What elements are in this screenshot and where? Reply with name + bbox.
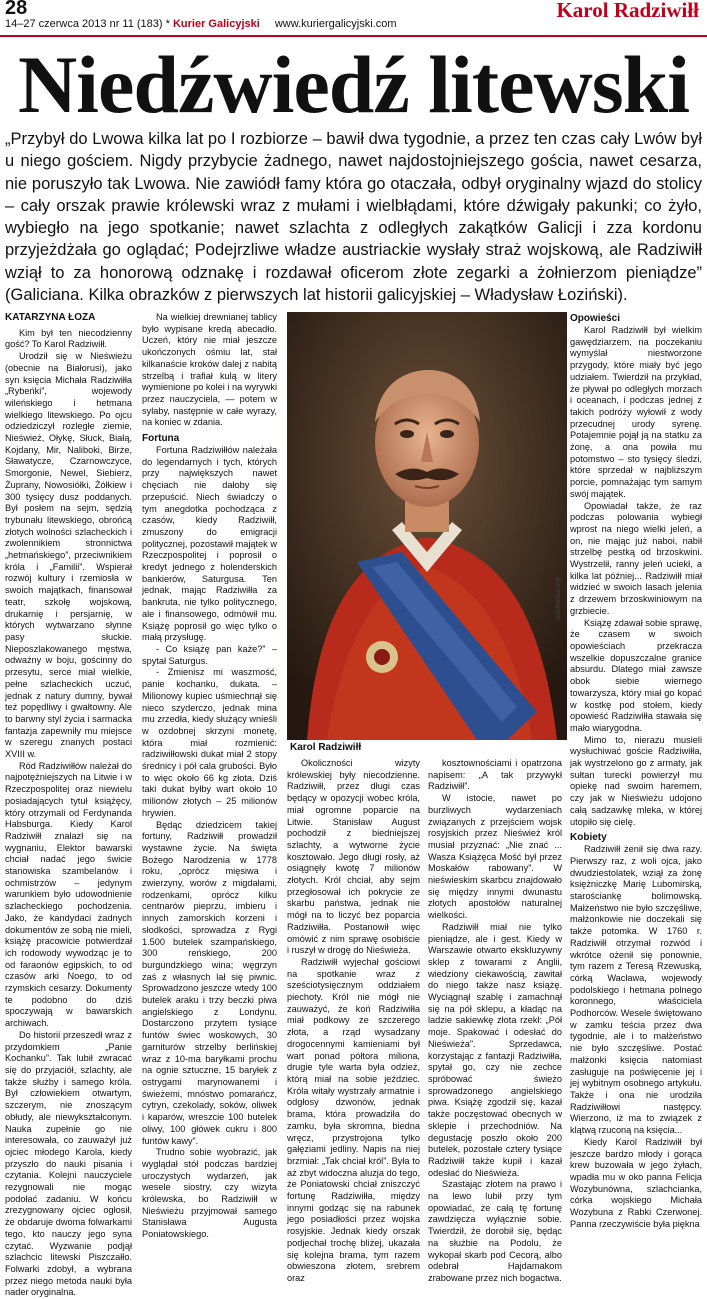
paragraph: - Zmienisz mi waszmość, panie kochanku, dukata. – Milionowy kupiec uśmiechnął się nieco szyderczo, jednak mina mu zrzedła, kiedy służący wnieśli w ozdobnej skrzyni monetę, która miał rozmienić: radziwiłłowski dukat miał 2 stopy średnicy i pół cala grubości. Było to więc około 66 kg złota. Dziś taki dukat byłby wart około 10 milionów złotych – 25 milionów hrywien.: [142, 667, 277, 818]
column-5-top: [570, 312, 702, 1229]
column-5b-body: [570, 844, 702, 1230]
issue-date: 14–27 czerwca 2013 nr 11 (183) *: [5, 18, 170, 30]
brand-name: Kurier Galicyjski: [172, 18, 260, 30]
paragraph: kosztownościami i opatrzona napisem: „A tak przywykł Radziwiłł”.: [428, 758, 562, 792]
paragraph: Opowiadał także, że raz podczas polowania wybiegł wprost na niego wielki jeleń, a on, nie mając już naboi, nabił strzelbę pestką od brzoskwini. Wystrzelił, ranny jeleń uciekł, a kilka lat później... Radziwiłł miał widzieć w swoich lasach jelenia z drzewem brzoskwiniowym na grzbiecie.: [570, 500, 702, 616]
paragraph: Karol Radziwiłł był wielkim gawędziarzem, na poczekaniu wymyślał niestworzone przygody, które miały być jego udziałem. Twierdził na przykład, że pływał po odległych morzach i oceanach, i podczas jednej z takich podróży wyłowił z wody przecudnej urody syrenę. Potajemnie pojął ją na statku za żonę, a ona powiła mu potomstwo – sto tysięcy śledzi, które sprzedał w najbliższym porcie, pomnażając tym samym swój majątek.: [570, 325, 702, 499]
paragraph: Będąc dziedzicem takiej fortuny, Radziwiłł prowadził wystawne życie. Na święta Bożego Narodzenia w 1778 roku, „oprócz mięsiwa i zwierzyny, worów z migdałami, rodzenkami, oprócz kilku centnarów pieprzu, imbieru i innych zamorskich korzeni i słodkości, sprowadza z Rygi 1.500 butelek szampańskiego, 300 reńskiego, 200 burgundzkiego wina; węgrzyn zaś z własnych lał się piwnic. Sprowadzono jeszcze wtedy 100 butelek araku i trzy beczki piwa angielskiego z Londynu. Dostarczono przytem tysiące funtów świec woskowych, 30 garniturów strzelby berlińskiej wraz z 10-ma baryłkami prochu na ognie sztuczne, 15 baryłek z ostrygami marynowanemi i świeżemi, mnóstwo pomarańcz, cytryn, czekolady, soków, oliwek i kaparów, wreszcie 100 butelek oliwy, 100 główek cukru i 800 funtów kawy”.: [142, 819, 277, 1146]
photo-credit: wikimedia.org: [555, 577, 562, 620]
paragraph: Szastając złotem na prawo i na lewo lubił przy tym opowiadać, że całą tę fortunę zawdzięcza wyłącznie sobie. Twierdził, że dorobił się, będąc na służbie na Podolu, że wykopał skarb pod Cecorą, albo odebrał Hajdamakom zrabowane przez nich bogactwa.: [428, 1179, 562, 1283]
paragraph: Do historii przeszedł wraz z przydomkiem „Panie Kochanku”. Tak lubił zwracać się do przyjaciół, szlachty, ale także służby i samego króla. Był człowiekiem otwartym, szczerym, nie znoszącym obłudy, ale niewykształconym. Nauka zupełnie go nie interesowała, co zauważył już ojciec młodego Karola, kiedy przyszło do nauki pisania i czytania. Kolejni nauczyciele rezygnowali nie mogąc podołać zadaniu. W końcu zrezygnowany ojciec ogłosił, że obdaruje dwoma folwarkami tego, kto nauczy jego syna czytać. Wyzwanie podjął szlachcic litewski Piszczałło. Folwarki zdobył, a wybrana przez niego metoda nauki była nader oryginalna.: [5, 1029, 132, 1298]
headline: Niedźwiedź litewski: [17, 39, 690, 130]
photo-caption: Karol Radziwiłł: [290, 742, 362, 753]
paragraph: Radziwiłł żenił się dwa razy. Pierwszy raz, z woli ojca, jako dwudziestolatek, wziął za żonę księżniczkę Marię Lubomirską, starościankę bolimowską. Małżeństwo nie było szczęśliwe, małżonkowie nie doczekali się także potomka. W 1760 r. Radziwiłł otrzymał rozwód i wkrótce ożenił się ponownie, tym razem z Teresą Rzewuską, córką Wacława, wojewody podolskiego i hetmana polnego koronnego, właściciela Podhorców. Wesele świętowano w zamku teścia przez dwa tygodnie, ale i to małżeństwo nie było szczęśliwe. Postać małżonki księcia natomiast zasługuje na poświęcenie jej i jej wybitnym osobnego artykułu. Także i ona nie urodziła Radziwiłłowi następcy. Wierzono, iż ma to związek z klątwą rzuconą na księcia...: [570, 844, 702, 1136]
paragraph: Kiedy Karol Radziwiłł był jeszcze bardzo młody i gorąca krew buzowała w jego żyłach, wpadła mu w oko panna Felicja Wozybunówna, szlachcianka, córka wojskiego Michała Wozybuna z Rabki Czerwonej. Panna rzeczywiście była piękna: [570, 1136, 702, 1229]
portrait-illustration: [287, 312, 567, 740]
paragraph: Trudno sobie wyobrazić, jak wyglądał stół podczas bardziej uroczystych wydarzeń, jak wesele siostry, czy wizyta królewska, bo Radziwiłł w Nieświeżu przyjmował samego Stanisława Augusta Poniatowskiego.: [142, 1147, 277, 1240]
subheading-kobiety: Kobiety: [570, 832, 607, 844]
paragraph: W istocie, nawet po burzliwych wydarzeniach związanych z przejściem wojsk rosyjskich przez Nieśwież król musiał przyznać: „Nie znać ... Wasza Książęca Mość był przez Moskałów rabowany”. W nieświeskim skarbcu znajdowało się między innymi dwunastu złotych apostołów naturalnej wielkości.: [428, 793, 562, 921]
header-rule: [0, 35, 707, 37]
paragraph: Radziwiłł miał nie tylko pieniądze, ale i gest. Kiedy w Warszawie otwarto ekskluzywny sklep z towarami z Anglii, wiedziony ciekawością, zawitał do niego także nasz książę. Wyciągnął szablę i zamachnął się na pół sklepu, a kładąc na ladzie sakiewkę złota rzekł: „Pół moje. Spakować i odesłać do Nieświeża”. Sprzedawca, korzystając z fantazji Radziwiłła, spytał go, czy nie zechce spróbować świeżo sprowadzonego angielskiego piwa. Książę zgodził się, kazał także poczęstować obecnych w sklepie i przechodniów. Na degustację poszło około 200 butelek, pozostałe cztery tysiące Radziwiłł także kupił i kazał odesłać do Nieświeża.: [428, 921, 562, 1178]
column-2b-body: [142, 445, 277, 1241]
column-2-body: [142, 312, 277, 429]
dateline: [5, 18, 397, 30]
subheading-fortuna: Fortuna: [142, 433, 180, 445]
column-5-body: [570, 325, 702, 828]
paragraph: Radziwiłł wyjechał gościowi na spotkanie wraz z sześciotysięcznym oddziałem piechoty. Król nie mógł nie zauważyć, że koń Radziwiłła miał podkowy ze szczerego złota, a rząd wysadzany drogocennymi kamieniami był wart ponad półtora miliona, drugie tyle warta była odzież, którą miał na sobie jeździec. Króla witały wystrzały armatnie i odgłosy dzwonów, jednak brama, która prowadziła do zamku, była skromna, biedna wręcz, przystrojona tylko gałęziami jedliny. Napis na niej brzmiał: „Tak chciał król”. Była to aż zbyt widoczna aluzja do tego, że Poniatowski chciał zniszczyć fortunę Radziwiłła, między innymi godząc się na rabunek jego posiadłości przez wojska rosyjskie. Jednak kiedy orszak podjechał trochę bliżej, ukazała się kolejna brama, tym razem obwieszona złotem, srebrem oraz: [287, 956, 420, 1283]
paragraph: Kim był ten niecodzienny gość? To Karol Radziwiłł.: [5, 327, 132, 350]
section-title: Karol Radziwiłł: [556, 0, 699, 22]
author-byline: KATARZYNA ŁOZA: [5, 312, 96, 323]
column-3: [287, 758, 420, 1283]
paragraph: Mimo to, nierazu musieli wysłuchiwać goście Radziwiłła, jak wystrzelono go z armaty, jak sułtan turecki powierzył mu opiekę nad swoim haremem, czy jak w Nieświeżu udojono całą sadzawkę mleka, w której utopiło się cielę.: [570, 734, 702, 827]
subheading-opowiesci: Opowieści: [570, 313, 621, 324]
paragraph: Ród Radziwiłłów należał do najpotężniejszych na Litwie i w Rzeczpospolitej oraz niewielu posiadających tytuł książęcy, który otrzymali od Ferdynanda Habsburga. Kiedy Karol Radziwiłł znalazł się na wygnaniu, Elektor bawarski chciał nadać jego świcie stanowiska szambelanów i ochmistrzów – jedynym warunkiem było udowodnienie szlacheckiego pochodzenia. Jako, że kandydaci żadnych dokumentów ze sobą nie mieli, książę pracowicie potwierdzał ich rodowody wywodząc je to od faraonów egipskich, to od czasów arki Noego, to od rzymskich cesarzy. Dokumenty te podobno do dziś spoczywają w bawarskich archiwach.: [5, 760, 132, 1029]
paragraph: Książę zdawał sobie sprawę, że czasem w swoich opowieściach przekracza wszelkie dopuszczalne granice absurdu. Dlatego miał zawsze obok siebie wiernego towarzysza, który miał go kopać w kostkę pod stołem, kiedy opowieść Radziwiłła stawała się mało wiarygodna.: [570, 617, 702, 733]
column-3-body: [287, 758, 420, 1285]
lead-paragraph: „Przybył do Lwowa kilka lat po I rozbiorze – bawił dwa tygodnie, a przez ten czas cały Lwów był u niego gościem. Nigdy przybycie żadnego, nawet najdostojniejszego gościa, nawet cesarza, nie poruszyło tak Lwowa. Nie zawiódł famy która go otaczała, odbył oryginalny wjazd do stolicy – cały orszak prawie królewski wraz z mułami i wielbłądami, które dźwigały pakunki; co żyło, wybiegło na jego spotkanie; nawet szlachta z odległych zakątków Galicji i zza kordonu przyjeżdżała go oglądać; Podejrzliwe władze austriackie wysłały straż wojskową, ale Radziwiłł wziął to za honorową odznakę i rozdawał oficerom złote zegarki a żołnierzom pieniądze” (Galiciana. Kilka obrazków z pierwszych lat historii galicyjskiej – Władysław Łoziński).: [5, 130, 702, 305]
page-header: [0, 0, 707, 34]
portrait-photo: [287, 312, 567, 740]
page-number: 28: [5, 0, 28, 19]
paragraph: Okoliczności wizyty królewskiej były niecodzienne. Radziwiłł, przez długi czas będący w opozycji wobec króla, miał ogromne poparcie na Litwie. Stanisław August pochodził z biedniejszej szlachty, a wytworne życie kosztowało. Jego długi rosły, aż osiągnęły kwotę 7 milionów złotych. Król chciał, aby sejm przegłosował ich pokrycie ze skarbu państwa, jednak nie mógł na to liczyć bez poparcia Radziwiłła. Postanowił więc omówić z nim sprawę osobiście i ruszył w drogę do Nieświeża.: [287, 758, 420, 956]
website-link[interactable]: www.kuriergalicyjski.com: [274, 18, 397, 30]
column-2: [142, 312, 277, 1240]
paragraph: Na wielkiej drewnianej tablicy było wypisane kredą abecadło. Uczeń, który nie miał jeszcze ukończonych ośmiu lat, stał kilkanaście kroków dalej z nabitą strzelbą i trafiał kulą w litery wymienione po kolei i na wyrywki przez nauczyciela, — potem w sylaby, następnie w całe wyrazy, na koniec w zdania.: [142, 312, 277, 428]
paragraph: Fortuna Radziwiłłów należała do legendarnych i tych, których przy największych nawet chęciach nie dałoby się przepuścić. Niech świadczy o tym anegdotka pochodząca z czasów, kiedy Radziwiłł, zmuszony do emigracji politycznej, pozostawił majątek w Rzeczpospolitej i poprosił o kredyt jednego z holenderskich bankierów, Saturgusa. Ten jednak, mając Radziwiłła za bankruta, nie tylko politycznego, ale i finansowego, odmówił mu. Książę poprosił go więc tylko o małą przysługę.: [142, 445, 277, 643]
column-1-body: [5, 328, 132, 1299]
column-4-body: [428, 758, 562, 1285]
column-4: [428, 758, 562, 1283]
paragraph: - Co książę pan każe?” – spytał Saturgus.: [142, 643, 277, 666]
column-1: [5, 312, 132, 1298]
paragraph: Urodził się w Nieświeżu (obecnie na Białorusi), jako syn księcia Michała Radziwiłła „Rybeńki”, wojewody wileńskiego i hetmana wielkiego litewskiego. Po ojcu odziedziczył rozległe ziemie, Nieśwież, Ołykę, Słuck, Białą, Kojdany, Mir, Naliboki, Birże, Sławatycze, Czarnowczyce, Smorgonie, Newel, Siebierz, Żuprany, Nowosiółki, Żółkiew i 300 tysięcy dusz poddanych. Był posłem na sejm, sędzią trybunału litewskiego, obrońcą złotych wolności szlacheckich i zwolennikiem stronnictwa „hetmańskiego”, przeciwnikiem króla i „Familii”. Wspierał rozwój kultury i rzemiosła w swoich majątkach, finansował teatr, szkołę wojskową, drukarnię i persjarnię, w których wytwarzano słynne pasy słuckie. Nieposzlakowanego męstwa, odważny w boju, gościnny do przesytu, serce miał wielkie, pełne szlacheckich uczuć, jednak z natury dumny, bywał też popędliwy i gwałtowny. Ale to barwny styl życia i sarmacka fantazja zapewniły mu miejsce w szeregu znanych postaci XVIII w.: [5, 351, 132, 760]
